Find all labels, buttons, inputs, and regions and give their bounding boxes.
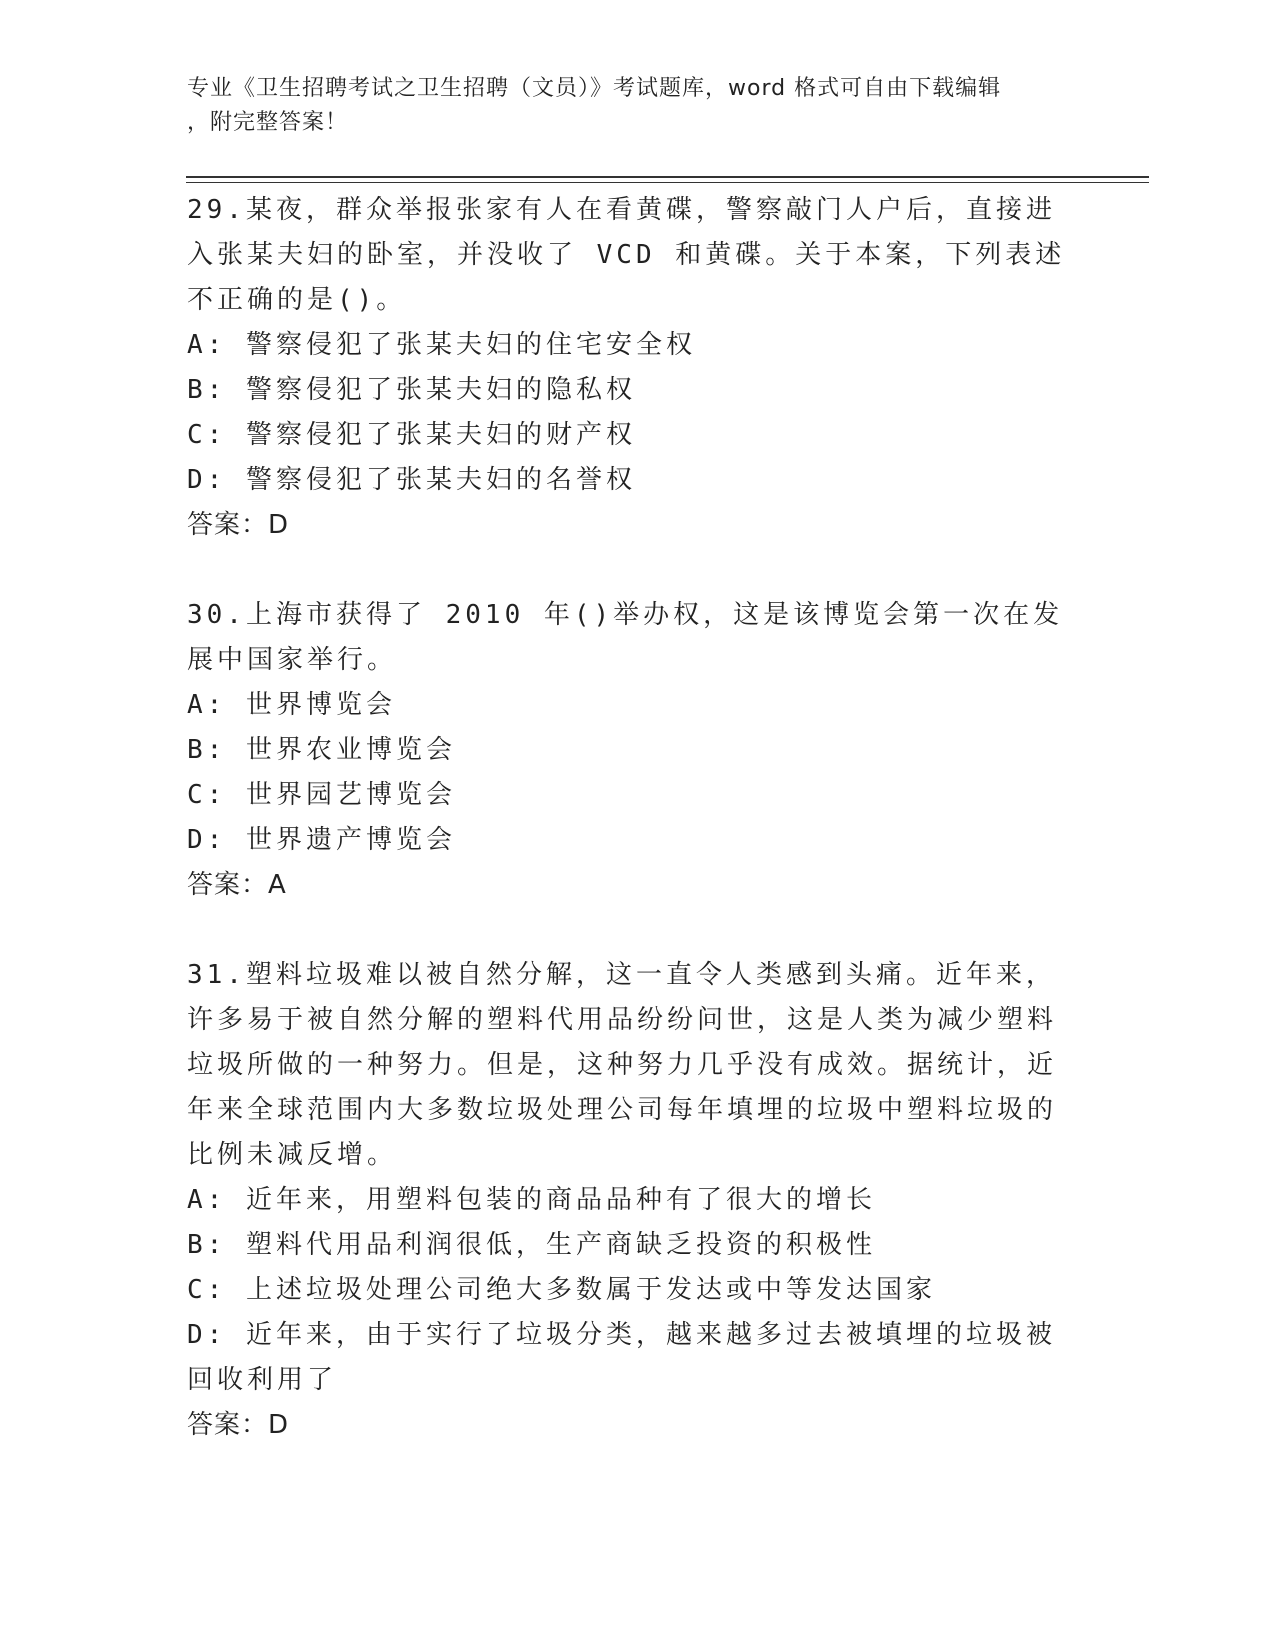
option-d: D: 世界遗产博览会 <box>187 825 456 855</box>
option-a: A: 警察侵犯了张某夫妇的住宅安全权 <box>187 330 696 360</box>
option-b: B: 警察侵犯了张某夫妇的隐私权 <box>187 375 636 405</box>
question-stem: 30.上海市获得了 2010 年()举办权，这是该博览会第一次在发展中国家举行。 <box>187 600 1064 675</box>
option-c: C: 警察侵犯了张某夫妇的财产权 <box>187 420 636 450</box>
question-30 <box>187 593 1067 908</box>
intro-line-2: ，附完整答案！ <box>187 110 349 135</box>
option-b: B: 塑料代用品利润很低，生产商缺乏投资的积极性 <box>187 1230 876 1260</box>
question-31 <box>187 953 1067 1448</box>
answer-line: 答案：D <box>187 510 290 540</box>
question-stem: 31.塑料垃圾难以被自然分解，这一直令人类感到头痛。近年来，许多易于被自然分解的塑料代用品纷纷问世，这是人类为减少塑料垃圾所做的一种努力。但是，这种努力几乎没有成效。据统计，近年来全球范围内大多数垃圾处理公司每年填埋的垃圾中塑料垃圾的比例未减反增。 <box>187 960 1058 1170</box>
answer-line: 答案：A <box>187 870 287 900</box>
intro-line-1: 专业《卫生招聘考试之卫生招聘（文员）》考试题库，word 格式可自由下载编辑 <box>187 76 1002 101</box>
question-spacer <box>187 908 1067 953</box>
option-c: C: 上述垃圾处理公司绝大多数属于发达或中等发达国家 <box>187 1275 936 1305</box>
question-stem: 29.某夜，群众举报张家有人在看黄碟，警察敲门人户后，直接进入张某夫妇的卧室，并没收了 VCD 和黄碟。关于本案，下列表述不正确的是()。 <box>187 195 1066 315</box>
option-a: A: 世界博览会 <box>187 690 396 720</box>
option-a: A: 近年来，用塑料包装的商品品种有了很大的增长 <box>187 1185 876 1215</box>
question-29 <box>187 188 1067 548</box>
header-divider-thick <box>186 176 1149 178</box>
question-spacer <box>187 548 1067 593</box>
option-c: C: 世界园艺博览会 <box>187 780 456 810</box>
document-header <box>187 72 1067 140</box>
header-divider-thin <box>186 182 1149 183</box>
answer-line: 答案：D <box>187 1410 290 1440</box>
option-d: D: 警察侵犯了张某夫妇的名誉权 <box>187 465 636 495</box>
option-b: B: 世界农业博览会 <box>187 735 456 765</box>
question-list <box>187 188 1067 1448</box>
option-d: D: 近年来，由于实行了垃圾分类，越来越多过去被填埋的垃圾被回收利用了 <box>187 1320 1056 1395</box>
